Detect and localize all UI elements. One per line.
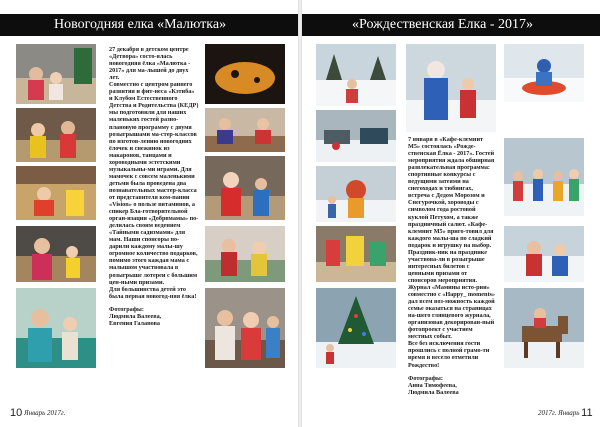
right-article-paragraph-1: 7 января в «Кафе-клемнит М5» состоялась «Рожде-ственская Ёлка - 2017». Гостей мероприятия ждала обширная развлекательная программа: спортивные конкурсы с ведущими затеями на снегоходах и тюбингах, встреча с Дедом Морозом и Снегурочкой, хороводы с символом года ростовой куклой Петухом, а также праздничный салют. «Кафе-клемнит М5» приго-товил для каждого малы-ша по сладкий подарок и игрушку на выбор. Праздник-ник на празднике участвова-ли в розыгрыше интересных билетов с ценными призами от спонсоров мероприятия.	[408, 136, 495, 284]
photo-ded-moroz-with-kids	[406, 44, 496, 132]
left-article	[109, 46, 199, 327]
right-article-paragraph-2: Журнал «Мамины исто-рии» совместно с «Happy_ moments» дал всем воз-можность каждой семье оказаться на страницах на-шего глянцевого журнала, организовав декорирован-ный фотопроект с участием местных событ.	[408, 283, 496, 341]
right-footer	[538, 407, 593, 419]
left-page	[0, 0, 298, 427]
left-credit-name-1: Людмила Валеева,	[109, 312, 162, 320]
right-credit-name-1: Анна Тимофеева,	[408, 381, 457, 389]
right-issue-label: 2017г. Январь	[538, 409, 580, 417]
photo-masterclass-table	[205, 108, 285, 152]
right-page-title: «Рождественская Елка - 2017»	[302, 14, 600, 36]
left-article-paragraph-3: Для большинства детей это была первая новогод-няя ёлка!	[109, 285, 197, 300]
photo-gift-giving	[205, 288, 285, 368]
left-footer	[10, 407, 65, 419]
right-article	[408, 136, 496, 396]
photo-kids-on-horse	[504, 288, 584, 368]
left-page-title: Новогодняя елка «Малютка»	[0, 14, 298, 36]
photo-kids-on-sled	[504, 226, 584, 282]
photo-winter-tables	[316, 110, 396, 162]
left-page-number: 10	[10, 407, 23, 419]
left-credit-label: Фотографы:	[109, 305, 144, 313]
photo-mother-and-toddler	[16, 226, 96, 282]
photo-dancing-round	[504, 138, 584, 216]
right-page-number: 11	[581, 407, 593, 419]
right-credit-name-2: Людмила Валеева	[408, 388, 459, 396]
right-credit-label: Фотографы:	[408, 374, 443, 382]
photo-snowy-forest	[316, 44, 396, 106]
left-article-paragraph-1: 27 декабря в детском центре «Детвора» состо-ялась новогодняя ёлка «Малютка - 2017» для ма-лышей до двух лет.	[109, 46, 191, 82]
photo-children-playing-floor	[16, 166, 96, 220]
left-issue-label: Январь 2017г.	[24, 409, 66, 417]
photo-christmas-tree-snow	[316, 288, 396, 368]
photo-kids-in-costumes	[16, 108, 96, 162]
photo-guests-group	[16, 288, 96, 368]
photo-child-on-tube	[504, 44, 584, 102]
right-page	[302, 0, 600, 427]
photo-santa-with-children	[205, 156, 285, 220]
photo-mothers-with-babies	[205, 226, 285, 282]
left-article-paragraph-2: Совместно с центром раннего развития и фит-неса «Кэтиба» и Клубом Естественного Детства и Родительства (КЕДР) мы подготовили для наших маленьких гостей разно-плановую программу с двумя розыгрышами ма-стер-классов по изготов-лению новогодних ёлочек и снежинок из макаронов, танцами и хороводными эстетскими музыкальны-ми играми. Для мамочек с совсем маленькими детьми была проведена два познавательных мастер-класса от представителя ком-пании «Vision» о пользе витаминов, а спикер Бла-готворительной орган-изации «Добрвмамы» по-делилась своим ведением «Тайными садизмами» для мам. Наши спонсоры по-дарили каждому малы-шу огромное количество подарков, помимо этого каждая мама с малышом участвовала в розыгрыше лотереи с большим цен-ными призами.	[109, 81, 199, 286]
photo-holiday-decorations	[316, 226, 396, 282]
photo-sand-animation-table	[205, 44, 285, 104]
photo-rooster-costume-crowd	[316, 166, 396, 222]
photo-kids-festive-room	[16, 44, 96, 104]
left-credit-name-2: Евгения Галанова	[109, 319, 161, 327]
right-article-paragraph-3: Все без исключения гости прошлись с полной грамо-ти время и весело отметили Рождество!	[408, 340, 490, 369]
